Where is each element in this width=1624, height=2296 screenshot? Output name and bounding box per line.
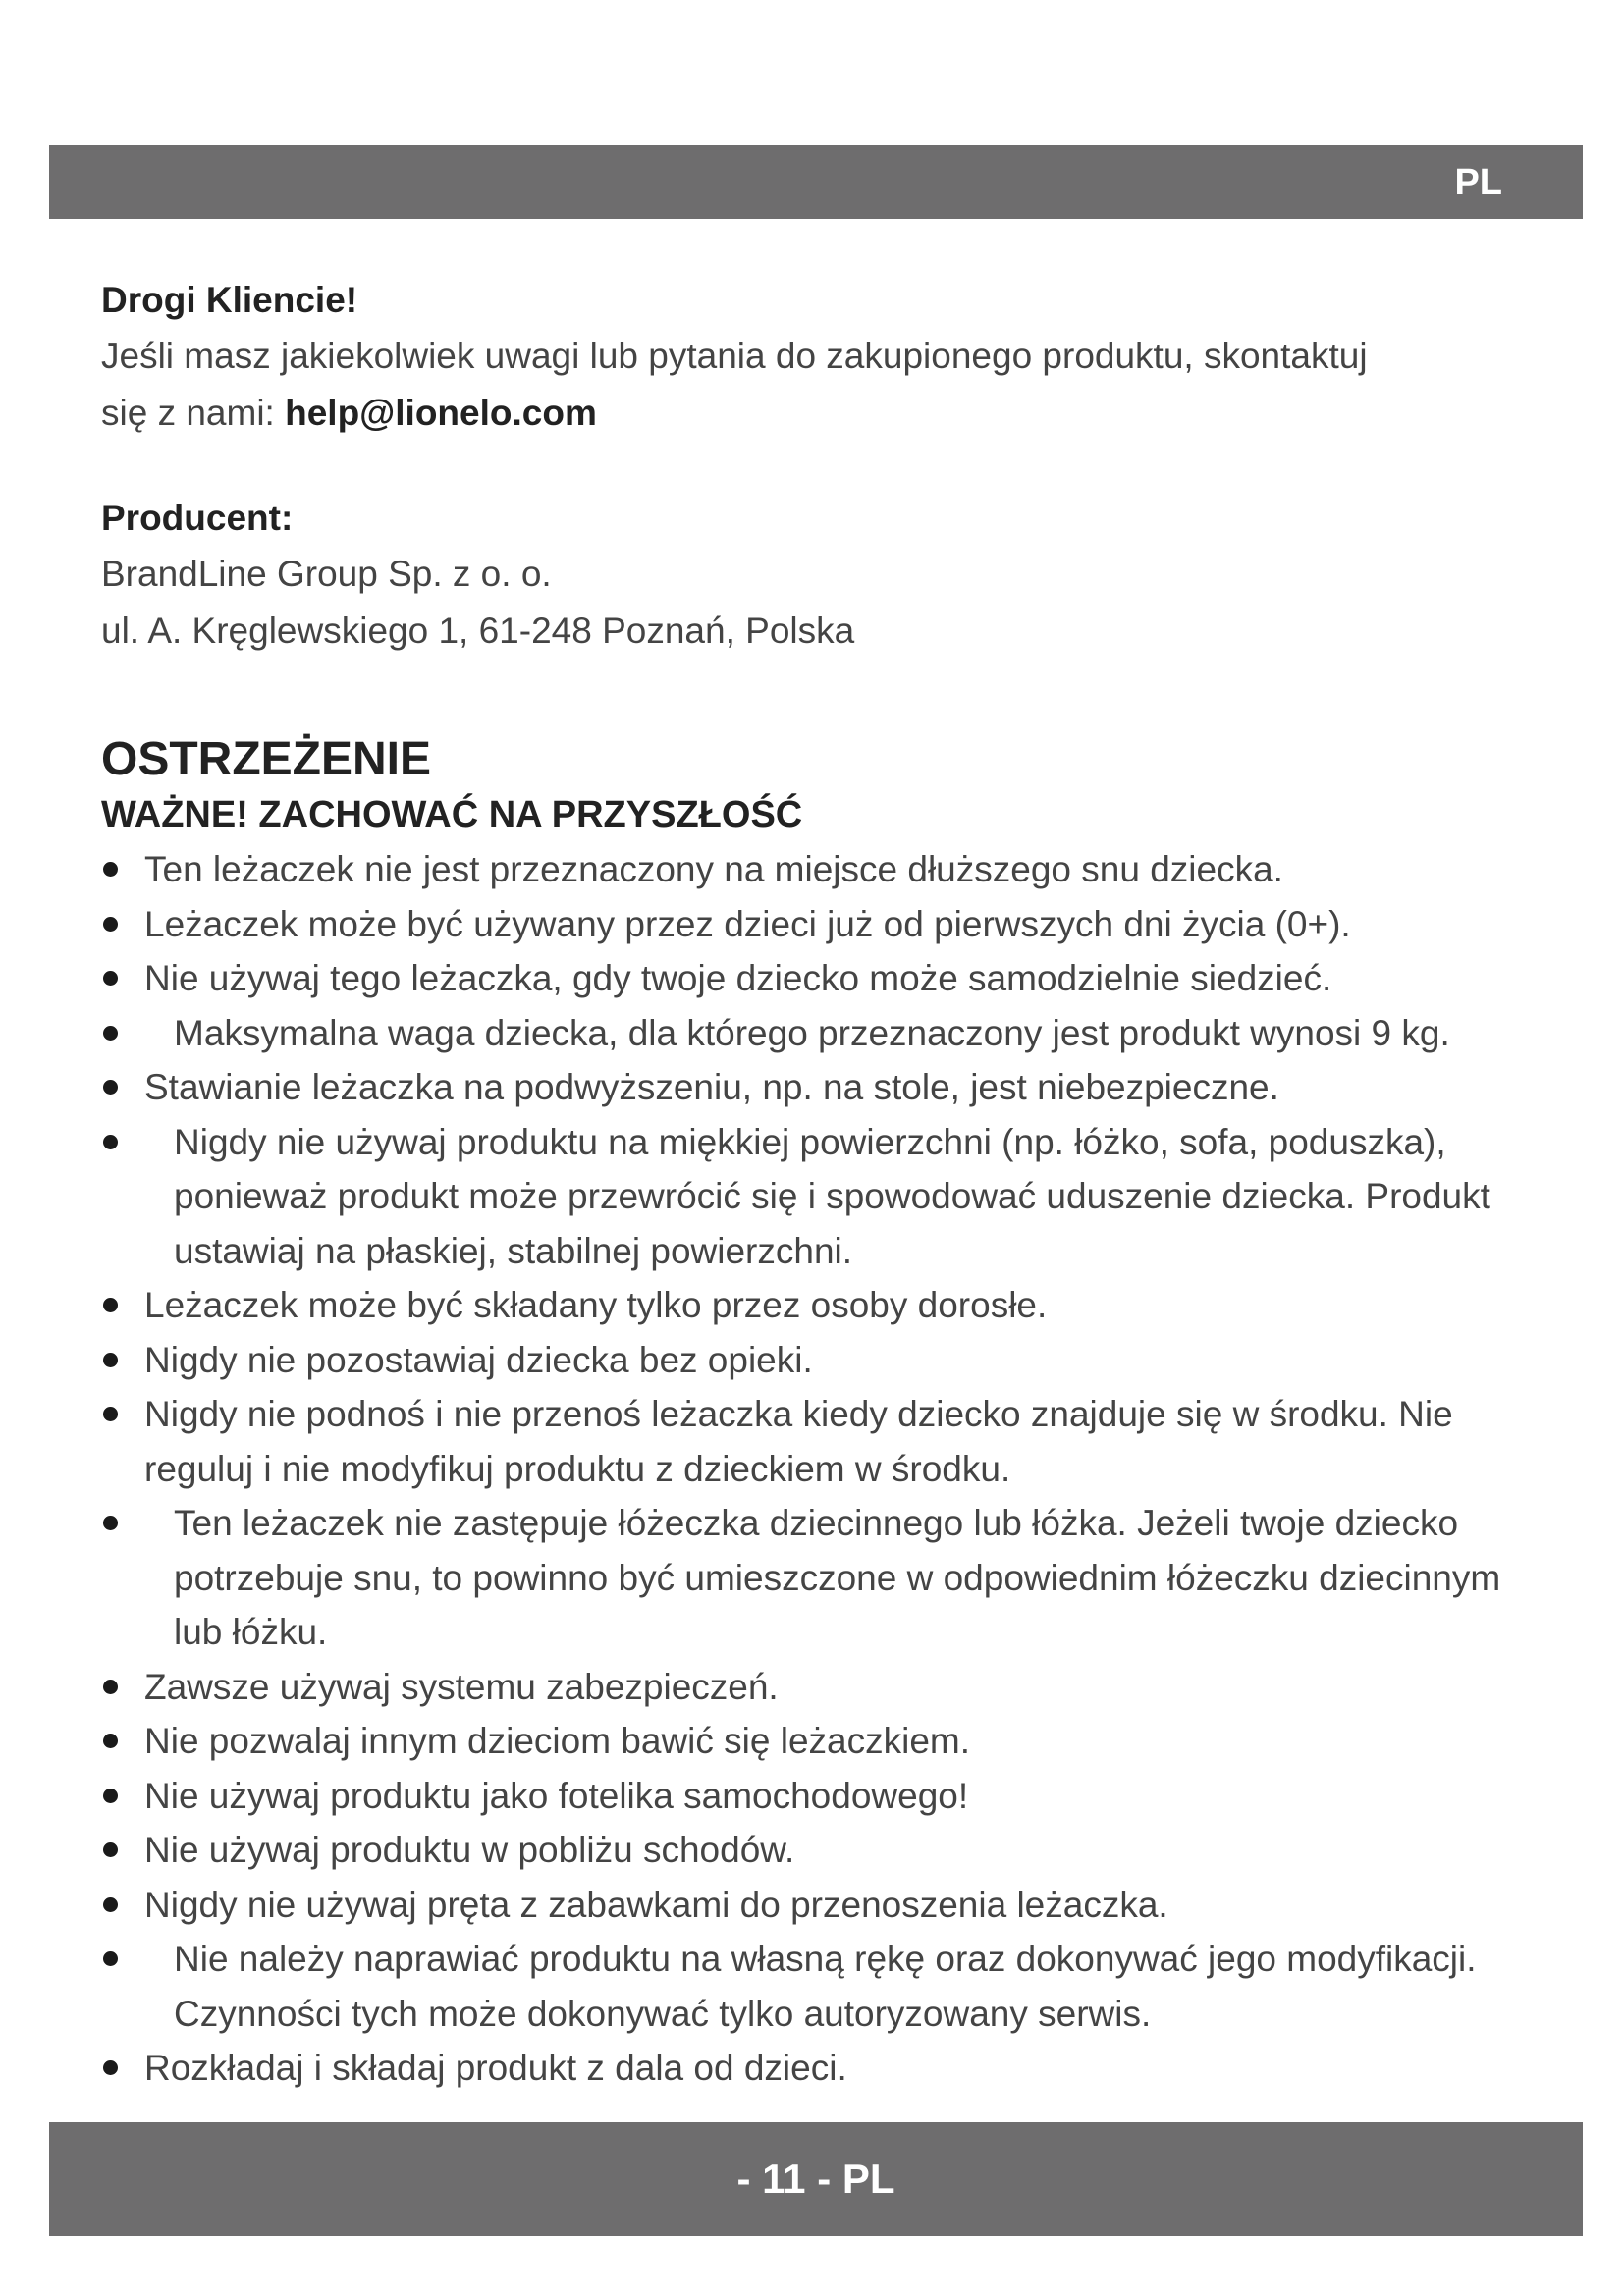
- warning-item: [101, 842, 1554, 897]
- warning-item: [101, 1823, 1554, 1878]
- warning-item-text: Rozkładaj i składaj produkt z dala od dzieci.: [144, 2048, 847, 2088]
- warning-item-text: Zawsze używaj systemu zabezpieczeń.: [144, 1666, 779, 1707]
- warning-item: [101, 1333, 1554, 1388]
- bullet-icon: [103, 1516, 118, 1530]
- bullet-icon: [103, 1026, 118, 1041]
- bullet-icon: [103, 1951, 118, 1966]
- warning-item-text: Ten leżaczek nie zastępuje łóżeczka dziecinnego lub łóżka. Jeżeli twoje dziecko potrzebuje snu, to powinno być umieszczone w odpowiednim łóżeczku dziecinnym lub łóżku.: [174, 1503, 1501, 1652]
- bullet-icon: [103, 1680, 118, 1694]
- warning-item: [101, 2041, 1554, 2096]
- warning-item: [101, 1932, 1554, 2041]
- warning-item: [101, 1115, 1554, 1279]
- warning-item: [101, 1769, 1554, 1824]
- footer-bar: [49, 2122, 1583, 2236]
- warning-list: [101, 842, 1554, 2096]
- bullet-icon: [103, 1789, 118, 1803]
- warning-item: [101, 1496, 1554, 1660]
- contact-heading: Drogi Kliencie!: [101, 280, 358, 320]
- bullet-icon: [103, 862, 118, 877]
- contact-section: [101, 273, 1554, 442]
- warning-item: [101, 1060, 1554, 1115]
- warning-item-text: Nie należy naprawiać produktu na własną rękę oraz dokonywać jego modyfikacji. Czynności tych może dokonywać tylko autoryzowany serwis.: [174, 1939, 1477, 2034]
- warning-item-text: Maksymalna waga dziecka, dla którego przeznaczony jest produkt wynosi 9 kg.: [174, 1012, 1450, 1053]
- bullet-icon: [103, 1353, 118, 1367]
- warning-item-text: Nie pozwalaj innym dzieciom bawić się leżaczkiem.: [144, 1721, 971, 1761]
- bullet-icon: [103, 2060, 118, 2075]
- warning-item: [101, 1006, 1554, 1061]
- producer-company: BrandLine Group Sp. z o. o.: [101, 554, 552, 594]
- contact-text-line1: Jeśli masz jakiekolwiek uwagi lub pytania do zakupionego produktu, skontaktuj: [101, 336, 1368, 376]
- warning-item-text: Nigdy nie pozostawiaj dziecka bez opieki.: [144, 1339, 813, 1380]
- warning-item: [101, 951, 1554, 1006]
- warning-item: [101, 1878, 1554, 1933]
- warning-subtitle: WAŻNE! ZACHOWAĆ NA PRZYSZŁOŚĆ: [101, 794, 803, 835]
- bullet-icon: [103, 971, 118, 986]
- warning-item-text: Nie używaj produktu w pobliżu schodów.: [144, 1830, 795, 1870]
- bullet-icon: [103, 1080, 118, 1095]
- warning-item-text: Nie używaj tego leżaczka, gdy twoje dziecko może samodzielnie siedzieć.: [144, 958, 1332, 998]
- producer-heading: Producent:: [101, 498, 294, 538]
- warning-item-text: Nigdy nie używaj pręta z zabawkami do przenoszenia leżaczka.: [144, 1884, 1168, 1925]
- warning-item-text: Ten leżaczek nie jest przeznaczony na miejsce dłuższego snu dziecka.: [144, 849, 1283, 889]
- contact-text: [101, 328, 1554, 442]
- producer-address: ul. A. Kręglewskiego 1, 61-248 Poznań, Polska: [101, 611, 855, 651]
- bullet-icon: [103, 1135, 118, 1149]
- producer-section: [101, 491, 1554, 660]
- bullet-icon: [103, 1734, 118, 1748]
- language-label: PL: [1454, 162, 1502, 203]
- page-content: [101, 273, 1554, 2096]
- bullet-icon: [103, 1407, 118, 1421]
- bullet-icon: [103, 1897, 118, 1912]
- warning-title: OSTRZEŻENIE: [101, 733, 432, 785]
- bullet-icon: [103, 917, 118, 932]
- bullet-icon: [103, 1298, 118, 1312]
- contact-email[interactable]: help@lionelo.com: [285, 393, 597, 433]
- warning-item-text: Leżaczek może być używany przez dzieci już od pierwszych dni życia (0+).: [144, 903, 1351, 944]
- warning-item: [101, 1278, 1554, 1333]
- warning-item-text: Leżaczek może być składany tylko przez osoby dorosłe.: [144, 1285, 1048, 1325]
- warning-item: [101, 1660, 1554, 1715]
- page-number: - 11 - PL: [736, 2156, 895, 2202]
- warning-item-text: Nigdy nie używaj produktu na miękkiej powierzchni (np. łóżko, sofa, poduszka), ponieważ produkt może przewrócić się i spowodować uduszenie dziecka. Produkt ustawiaj na płaskiej, stabilnej powierzchni.: [174, 1121, 1490, 1271]
- warning-item: [101, 1387, 1554, 1496]
- contact-text-line2: się z nami:: [101, 393, 286, 433]
- warning-item: [101, 1714, 1554, 1769]
- warning-item-text: Nie używaj produktu jako fotelika samochodowego!: [144, 1775, 969, 1816]
- warning-item-text: Stawianie leżaczka na podwyższeniu, np. na stole, jest niebezpieczne.: [144, 1067, 1279, 1107]
- warning-item: [101, 897, 1554, 952]
- warning-item-text: Nigdy nie podnoś i nie przenoś leżaczka kiedy dziecko znajduje się w środku. Nie reguluj i nie modyfikuj produktu z dzieckiem w środku.: [144, 1394, 1453, 1489]
- header-bar: [49, 145, 1583, 219]
- bullet-icon: [103, 1842, 118, 1857]
